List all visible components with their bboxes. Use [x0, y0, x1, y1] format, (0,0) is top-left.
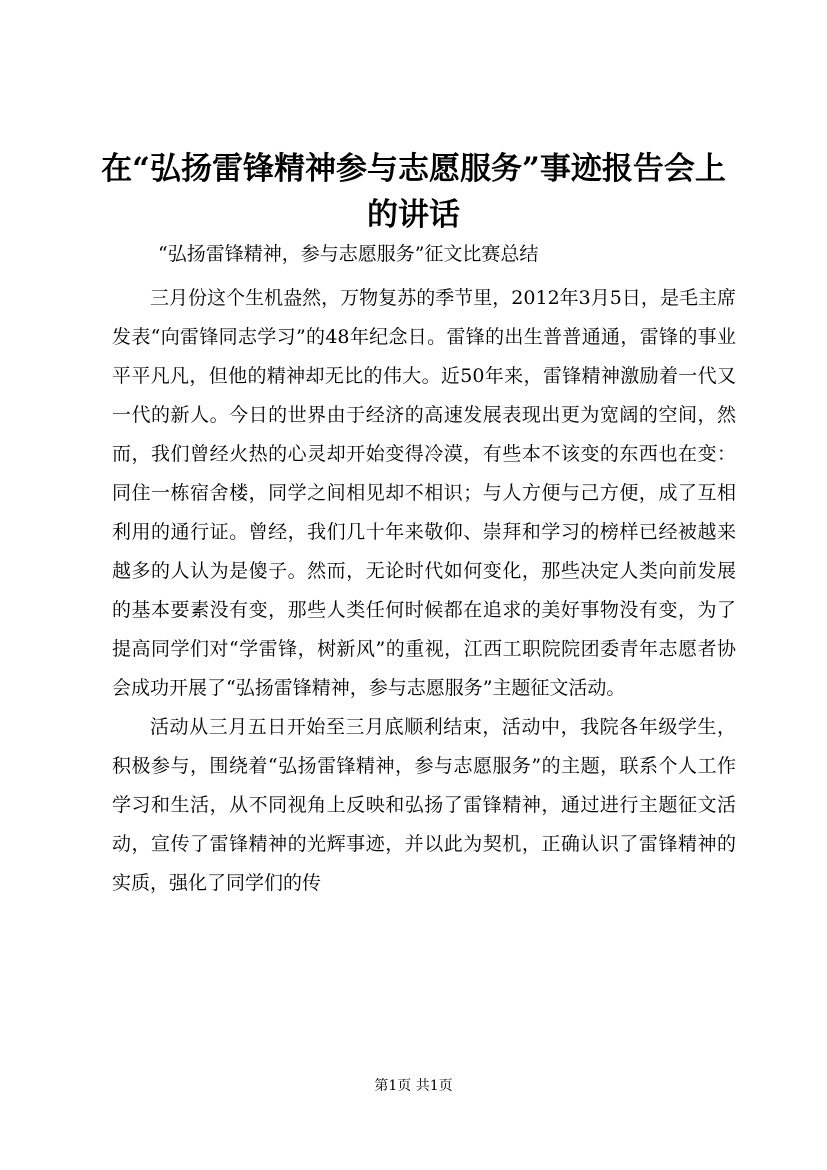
paragraph-1: 三月份这个生机盎然，万物复苏的季节里，2012年3月5日，是毛主席发表“向雷锋同志学习”的48年纪念日。雷锋的出生普普通通，雷锋的事业平平凡凡，但他的精神却无比的伟大。近50年来，雷锋精神激励着一代又一代的新人。今日的世界由于经济的高速发展表现出更为宽阔的空间，然而，我们曾经火热的心灵却开始变得冷漠，有些本不该变的东西也在变：同住一栋宿舍楼，同学之间相见却不相识；与人方便与己方便，成了互相利用的通行证。曾经，我们几十年来敬仰、崇拜和学习的榜样已经被越来越多的人认为是傻子。然而，无论时代如何变化，那些决定人类向前发展的基本要素没有变，那些人类任何时候都在追求的美好事物没有变，为了提高同学们对“学雷锋，树新风”的重视，江西工职院院团委青年志愿者协会成功开展了“弘扬雷锋精神，参与志愿服务”主题征文活动。	[112, 287, 736, 699]
paragraph-2: 活动从三月五日开始至三月底顺利结束，活动中，我院各年级学生，积极参与，围绕着“弘扬雷锋精神，参与志愿服务”的主题，联系个人工作学习和生活，从不同视角上反映和弘扬了雷锋精神，通过进行主题征文活动，宣传了雷锋精神的光辉事迹，并以此为契机，正确认识了雷锋精神的实质，强化了同学们的传	[112, 716, 736, 894]
document-subtitle: “弘扬雷锋精神，参与志愿服务”征文比赛总结	[158, 243, 539, 265]
page-number: 第1页 共1页	[374, 1078, 453, 1094]
document-body	[112, 279, 736, 903]
document-title: 在“弘扬雷锋精神参与志愿服务”事迹报告会上的讲话	[101, 151, 726, 233]
